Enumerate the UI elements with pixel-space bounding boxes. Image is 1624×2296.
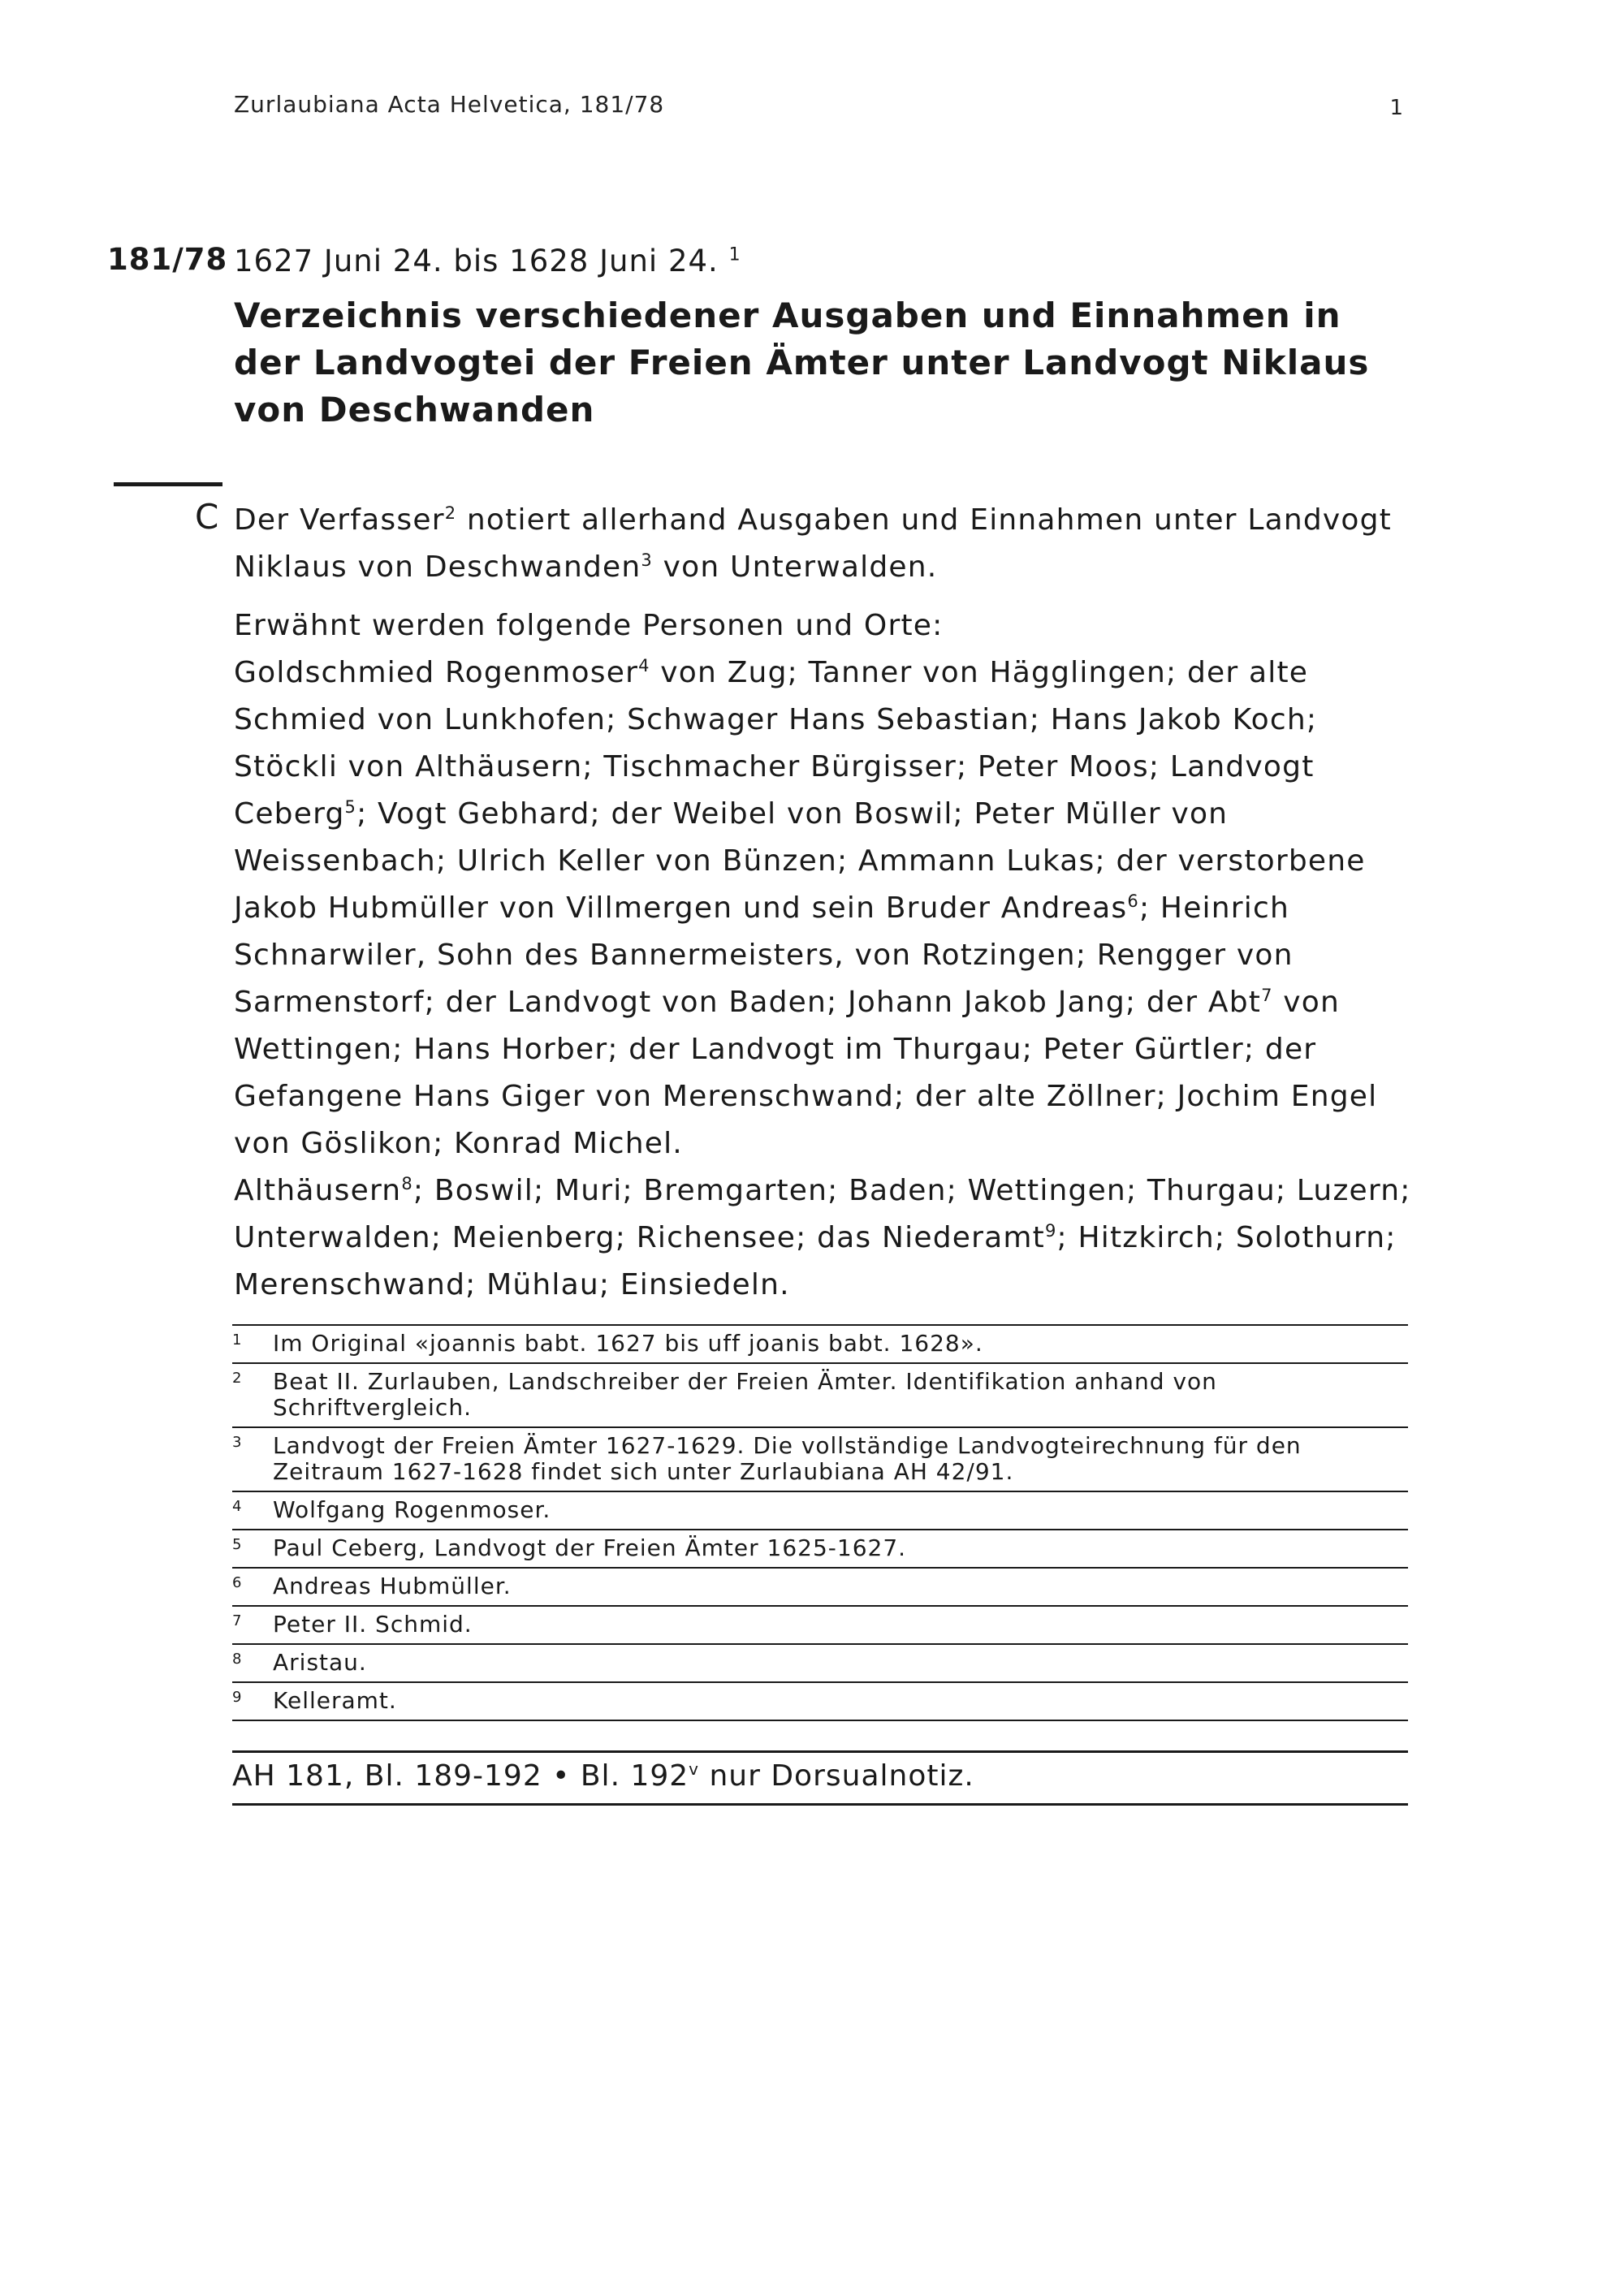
- places-text-2: ; Boswil; Muri; Bremgarten; Baden; Wettingen; Thurgau; Luzern; Unterwalden; Meienberg; Richensee; das Niederamt: [234, 1174, 1411, 1254]
- page-number: 1: [1389, 96, 1403, 120]
- persons-text-5: von Wettingen; Hans Horber; der Landvogt im Thurgau; Peter Gürtler; der Gefangene Hans Giger von Merenschwand; der alte Zöllner; Jochim Engel von Göslikon; Konrad Michel.: [234, 986, 1378, 1160]
- footnote: [232, 1530, 1408, 1569]
- footnote-number: 9: [232, 1689, 243, 1706]
- footnote-text: Peter II. Schmid.: [273, 1611, 473, 1638]
- footnote-number: 7: [232, 1612, 243, 1629]
- footnote: [232, 1492, 1408, 1530]
- source-verso-mark: v: [689, 1759, 700, 1779]
- footnotes: [232, 1324, 1408, 1721]
- footnote-ref[interactable]: 5: [344, 797, 357, 817]
- footnote-text: Beat II. Zurlauben, Landschreiber der Freien Ämter. Identifikation anhand von Schriftvergleich.: [273, 1368, 1217, 1421]
- entry-date: [234, 244, 741, 278]
- persons-intro: Erwähnt werden folgende Personen und Orte:: [234, 609, 944, 642]
- entry-date-text: 1627 Juni 24. bis 1628 Juni 24.: [234, 244, 719, 278]
- footnote: [232, 1569, 1408, 1607]
- places-text-3: ; Hitzkirch; Solothurn; Merenschwand; Mühlau; Einsiedeln.: [234, 1221, 1397, 1301]
- footnote-text: Wolfgang Rogenmoser.: [273, 1496, 551, 1523]
- persons-text-3: ; Vogt Gebhard; der Weibel von Boswil; Peter Müller von Weissenbach; Ulrich Keller von Bünzen; Ammann Lukas; der verstorbene Jakob Hubmüller von Villmergen und sein Bruder Andreas: [234, 797, 1366, 925]
- places-list: [234, 1167, 1419, 1309]
- summary-text-a: Der Verfasser: [234, 503, 445, 537]
- entry-title: Verzeichnis verschiedener Ausgaben und Einnahmen in der Landvogtei der Freien Ämter unter Landvogt Niklaus von Deschwanden: [234, 296, 1370, 429]
- footnote-number: 4: [232, 1498, 243, 1515]
- footnote-text: Andreas Hubmüller.: [273, 1573, 512, 1599]
- footnote: [232, 1364, 1408, 1428]
- footnote-ref[interactable]: 7: [1261, 986, 1273, 1005]
- footnote-number: 6: [232, 1574, 243, 1591]
- summary-text-c: von Unterwalden.: [652, 550, 938, 584]
- footnote: [232, 1607, 1408, 1645]
- margin-rule: [114, 482, 222, 486]
- footnote-number: 1: [232, 1331, 243, 1349]
- places-text-1: Althäusern: [234, 1174, 402, 1207]
- source-text-a: AH 181, Bl. 189-192 • Bl. 192: [232, 1759, 689, 1793]
- footnote-text: Kelleramt.: [273, 1687, 397, 1714]
- footnote-ref[interactable]: 2: [444, 503, 457, 523]
- footnote-number: 3: [232, 1434, 243, 1451]
- footnote: [232, 1428, 1408, 1492]
- footnote-text: Im Original «joannis babt. 1627 bis uff joanis babt. 1628».: [273, 1330, 983, 1357]
- footnote: [232, 1326, 1408, 1364]
- summary-text-b: notiert allerhand Ausgaben und Einnahmen unter Landvogt Niklaus von Deschwanden: [234, 503, 1393, 584]
- footnote-ref[interactable]: 4: [638, 656, 650, 675]
- margin-mark: C: [195, 497, 219, 537]
- running-head: Zurlaubiana Acta Helvetica, 181/78: [234, 91, 665, 118]
- persons-text-2: von Zug; Tanner von Hägglingen; der alte Schmied von Lunkhofen; Schwager Hans Sebastian; Hans Jakob Koch; Stöckli von Althäusern; Tischmacher Bürgisser; Peter Moos; Landvogt Ceberg: [234, 656, 1318, 831]
- footnote-number: 8: [232, 1651, 243, 1668]
- footnote-ref[interactable]: 3: [641, 550, 653, 570]
- source-text-b: nur Dorsualnotiz.: [699, 1759, 974, 1793]
- summary-paragraph: [234, 497, 1419, 591]
- footnote-ref[interactable]: 1: [728, 244, 741, 265]
- footnote-number: 2: [232, 1370, 243, 1387]
- footnote-text: Aristau.: [273, 1649, 367, 1676]
- footnote: [232, 1683, 1408, 1721]
- persons-list: [234, 650, 1419, 1167]
- footnote-ref[interactable]: 6: [1127, 891, 1139, 911]
- footnote-ref[interactable]: 8: [401, 1174, 413, 1193]
- footnote-number: 5: [232, 1536, 243, 1553]
- persons-text-1: Goldschmied Rogenmoser: [234, 656, 639, 689]
- entry-body: [234, 497, 1419, 1309]
- footnote-ref[interactable]: 9: [1044, 1221, 1057, 1241]
- footnote-text: Paul Ceberg, Landvogt der Freien Ämter 1625-1627.: [273, 1534, 907, 1561]
- source-reference: [232, 1750, 1408, 1806]
- persons-text-4: ; Heinrich Schnarwiler, Sohn des Bannermeisters, von Rotzingen; Rengger von Sarmenstorf; der Landvogt von Baden; Johann Jakob Jang; der Abt: [234, 891, 1294, 1019]
- footnote-text: Landvogt der Freien Ämter 1627-1629. Die vollständige Landvogteirechnung für den Zeitraum 1627-1628 findet sich unter Zurlaubiana AH 42/91.: [273, 1432, 1302, 1485]
- entry-number: 181/78: [107, 242, 228, 277]
- footnote: [232, 1645, 1408, 1683]
